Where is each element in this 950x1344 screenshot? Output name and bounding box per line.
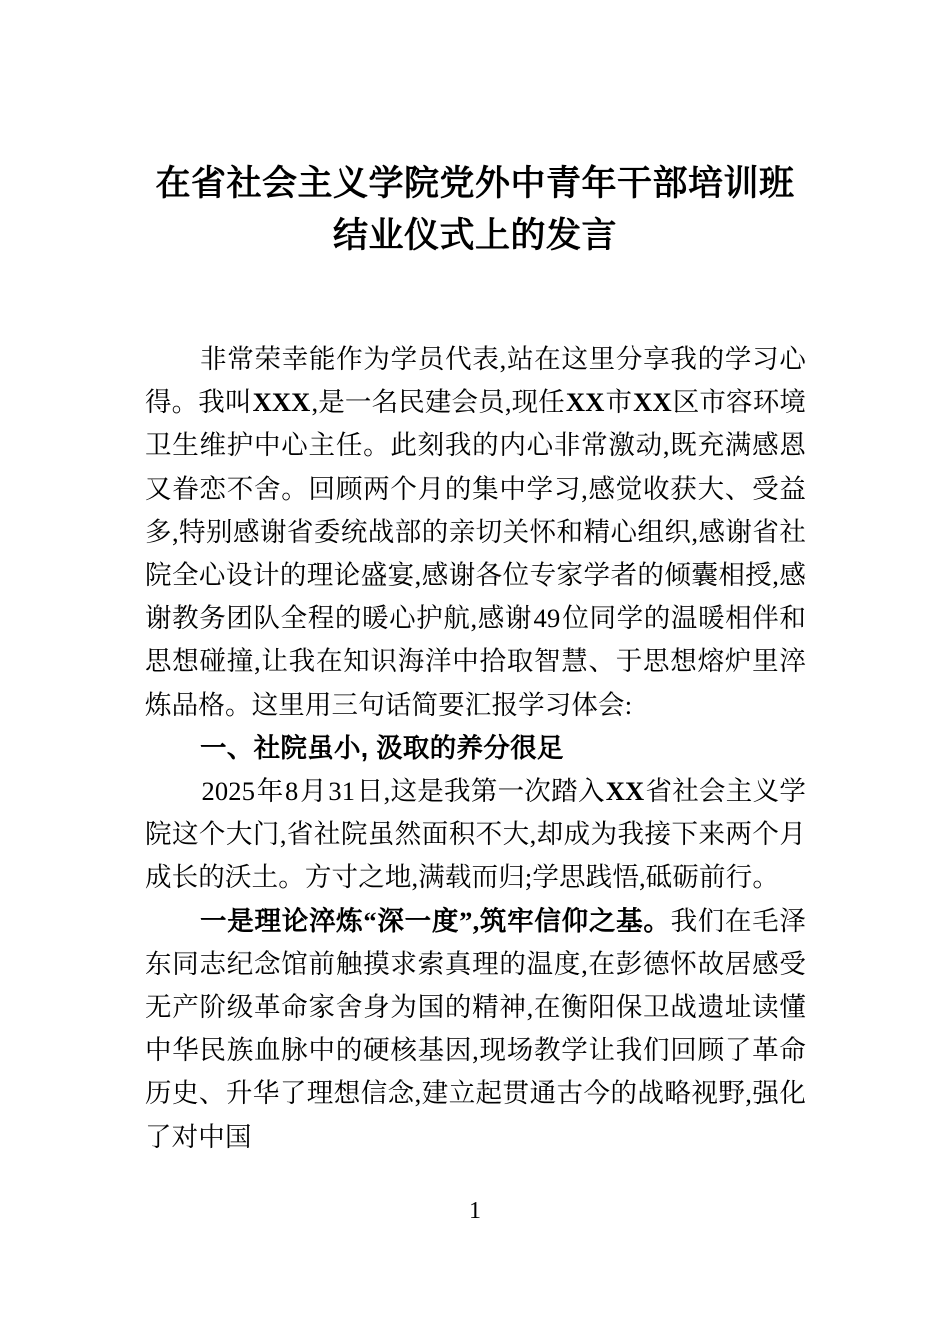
- page-title: [145, 158, 805, 262]
- paragraph-section1-text-d: 省社会主义学院这个大门,省社院虽然面积不大,却成为我接下来两个月成长的沃土。方寸之地,满载而归;学思践悟,砥砺前行。: [145, 776, 807, 893]
- paragraph-section1-body: [145, 770, 806, 900]
- point-one-lead: 一是理论淬炼“深一度”,筑牢信仰之基。: [200, 905, 671, 936]
- speaker-name-placeholder: XXX: [252, 387, 311, 418]
- paragraph-opening: [145, 338, 806, 727]
- document-body: [145, 338, 806, 1159]
- paragraph-section1-text-c: 日,这是我第一次踏入: [356, 776, 605, 807]
- paragraph-point-one: [145, 900, 806, 1159]
- date-month-label: 月: [299, 776, 327, 807]
- date-month: 8: [285, 776, 299, 807]
- paragraph-opening-text-b: ,是一名民建会员,现任: [311, 387, 565, 418]
- paragraph-opening-text-c: 市: [605, 387, 633, 418]
- date-year: 2025: [201, 776, 256, 807]
- section-heading-1: 一、社院虽小, 汲取的养分很足: [200, 732, 564, 763]
- province-placeholder: XX: [605, 776, 645, 807]
- district-placeholder: XX: [633, 387, 672, 418]
- student-count: 49: [533, 603, 561, 634]
- page-number: 1: [469, 1198, 481, 1224]
- title-line-1: 在省社会主义学院党外中青年干部培训班: [155, 164, 795, 203]
- paragraph-opening-text-d: 区市容环境卫生维护中心主任。此刻我的内心非常激动,既充满感恩又眷恋不舍。回顾两个月的集中学习,感觉收获大、受益多,特别感谢省委统战部的亲切关怀和精心组织,感谢省社院全心设计的理论盛宴,感谢各位专家学者的倾囊相授,感谢教务团队全程的暖心护航,感谢: [145, 387, 806, 634]
- paragraph-opening-text-e: 位同学的温暖相伴和思想碰撞,让我在知识海洋中拾取智慧、于思想熔炉里淬炼品格。这里用三句话简要汇报学习体会:: [145, 603, 807, 720]
- paragraph-opening-text-a: 非常荣幸能作为学员代表,站在这里分享我的学习心得。我叫: [145, 344, 806, 418]
- title-line-2: 结业仪式上的发言: [332, 216, 617, 255]
- city-placeholder: XX: [565, 387, 605, 418]
- date-day: 31: [328, 776, 356, 807]
- point-one-text: 我们在毛泽东同志纪念馆前触摸求索真理的温度,在彭德怀故居感受无产阶级革命家舍身为国的精神,在衡阳保卫战遗址读懂中华民族血脉中的硬核基因,现场教学让我们回顾了革命历史、升华了理想信念,建立起贯通古今的战略视野,强化了对中国: [145, 905, 806, 1152]
- date-year-label: 年: [256, 776, 284, 807]
